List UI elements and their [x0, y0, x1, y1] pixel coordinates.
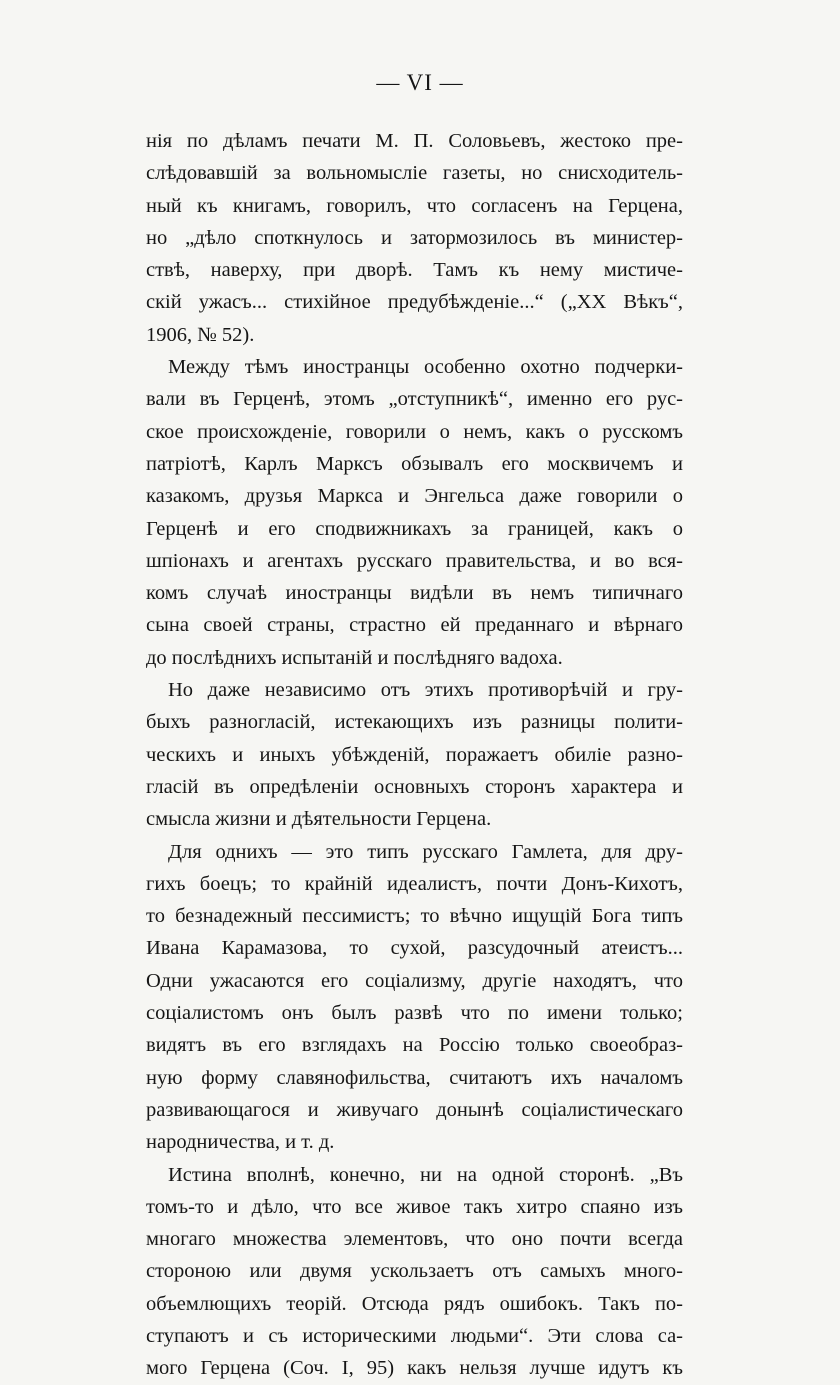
- text-line: стороною или двумя ускользаетъ отъ самыхъ много-: [146, 1260, 683, 1283]
- text-line: ское происхожденіе, говорили о немъ, какъ о русскомъ: [146, 420, 683, 443]
- text-line: ствѣ, наверху, при дворѣ. Тамъ къ нему мистиче-: [146, 259, 683, 282]
- text-line: Между тѣмъ иностранцы особенно охотно подчерки-: [168, 356, 683, 379]
- text-line: объемлющихъ теорій. Отсюда рядъ ошибокъ. Такъ по-: [146, 1292, 683, 1315]
- text-line: Но даже независимо отъ этихъ противорѣчій и гру-: [168, 679, 683, 702]
- text-line: Истина вполнѣ, конечно, ни на одной сторонѣ. „Въ: [168, 1163, 683, 1186]
- text-line: казакомъ, друзья Маркса и Энгельса даже говорили о: [146, 485, 683, 508]
- text-line: гласій въ опредѣленіи основныхъ сторонъ характера и: [146, 775, 683, 798]
- text-line: ческихъ и иныхъ убѣжденій, поражаетъ обиліе разно-: [146, 743, 683, 766]
- page-number-header: — VI —: [376, 70, 464, 95]
- text-line: Для однихъ — это типъ русскаго Гамлета, для дру-: [168, 840, 683, 863]
- text-line: скій ужасъ... стихійное предубѣжденіе...“ („XX Вѣкъ“,: [146, 291, 683, 314]
- text-line: патріотѣ, Карлъ Марксъ обзывалъ его москвичемъ и: [146, 452, 683, 475]
- text-line: видятъ въ его взглядахъ на Россію только своеобраз-: [146, 1034, 683, 1057]
- text-line: развивающагося и живучаго донынѣ соціалистическаго: [146, 1098, 683, 1121]
- text-line: 1906, № 52).: [146, 323, 255, 346]
- text-line: нія по дѣламъ печати М. П. Соловьевъ, жестоко пре-: [146, 130, 683, 152]
- text-line: комъ случаѣ иностранцы видѣли въ немъ типичнаго: [146, 582, 683, 605]
- text-line: томъ-то и дѣло, что все живое такъ хитро спаяно изъ: [146, 1195, 683, 1218]
- text-line: гихъ боецъ; то крайній идеалистъ, почти Донъ-Кихотъ,: [146, 872, 683, 895]
- text-line: Герценѣ и его сподвижникахъ за границей, какъ о: [146, 517, 683, 540]
- text-line: ную форму славянофильства, считаютъ ихъ началомъ: [146, 1066, 683, 1089]
- text-line: смысла жизни и дѣятельности Герцена.: [146, 808, 492, 831]
- text-line: шпіонахъ и агентахъ русскаго правительства, и во вся-: [146, 549, 683, 572]
- text-line: то безнадежный пессимистъ; то вѣчно ищущій Бога типъ: [146, 905, 683, 928]
- text-line: слѣдовавшій за вольномысліе газеты, но снисходитель-: [146, 162, 683, 185]
- text-line: но „дѣло споткнулось и затормозилось въ министер-: [146, 226, 683, 249]
- text-line: мого Герцена (Соч. I, 95) какъ нельзя лучше идутъ къ: [146, 1357, 683, 1380]
- text-line: Одни ужасаются его соціализму, другіе находятъ, что: [146, 969, 683, 992]
- text-line: Ивана Карамазова, то сухой, разсудочный атеистъ...: [146, 937, 683, 960]
- text-line: многаго множества элементовъ, что оно почти всегда: [146, 1228, 683, 1251]
- text-line: быхъ разногласій, истекающихъ изъ разницы полити-: [146, 711, 683, 734]
- text-line: вали въ Герценѣ, этомъ „отступникѣ“, именно его рус-: [146, 388, 683, 411]
- text-line: до послѣднихъ испытаній и послѣдняго вадоха.: [146, 646, 563, 669]
- text-line: соціалистомъ онъ былъ развѣ что по имени только;: [146, 1002, 683, 1025]
- text-line: ступаютъ и съ историческими людьми“. Эти слова са-: [146, 1324, 683, 1347]
- text-line: сына своей страны, страстно ей преданнаго и вѣрнаго: [146, 614, 683, 637]
- body-text: [146, 125, 683, 1385]
- text-line: народничества, и т. д.: [146, 1131, 335, 1154]
- text-line: ный къ книгамъ, говорилъ, что согласенъ на Герцена,: [146, 194, 683, 217]
